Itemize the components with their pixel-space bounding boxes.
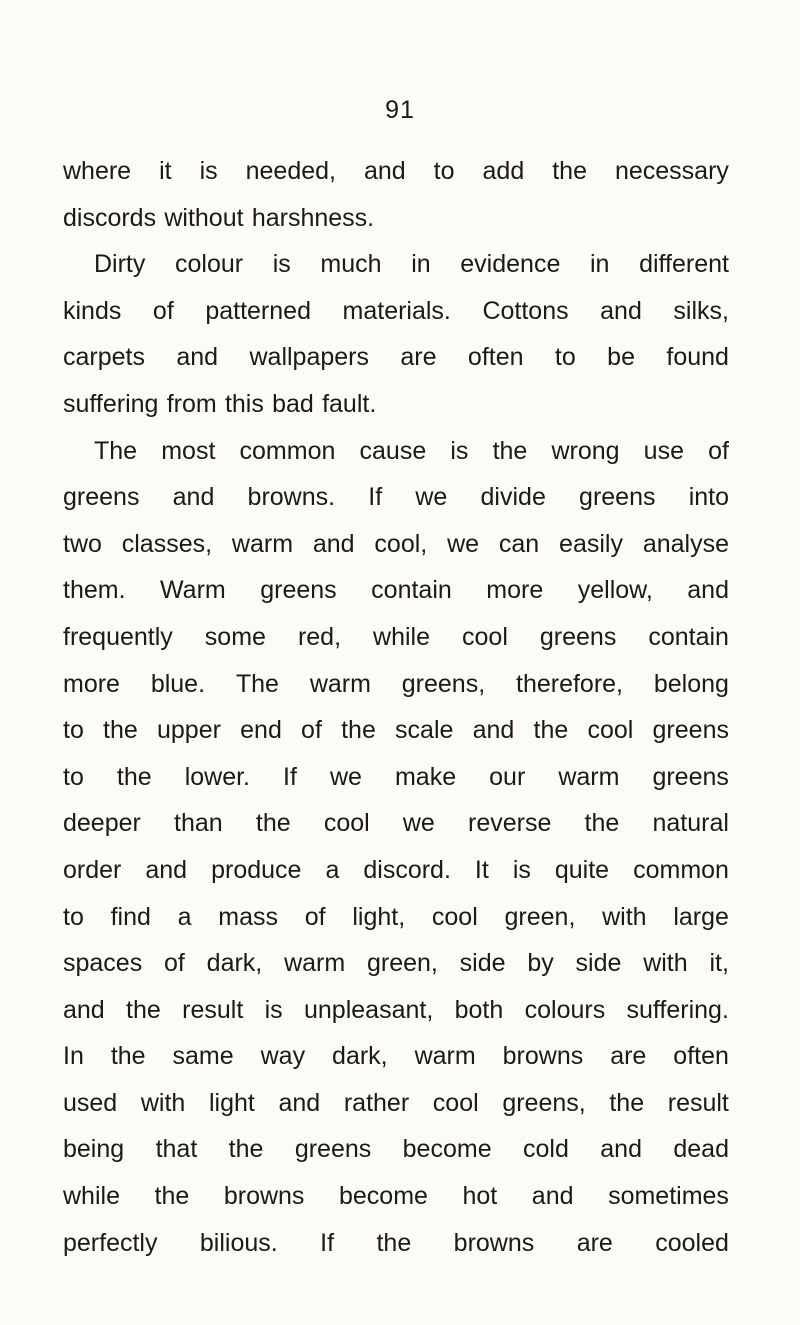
text-line: spaces of dark, warm green, side by side with it, bbox=[63, 949, 729, 978]
text-line: to find a mass of light, cool green, with large bbox=[63, 902, 729, 931]
text-line: while the browns become hot and sometimes bbox=[63, 1182, 729, 1211]
page-number: 91 bbox=[385, 96, 415, 124]
text-line: them. Warm greens contain more yellow, and bbox=[63, 576, 729, 605]
text-line: two classes, warm and cool, we can easily analyse bbox=[63, 529, 729, 558]
text-line: being that the greens become cold and dead bbox=[63, 1135, 729, 1164]
text-line: order and produce a discord. It is quite common bbox=[63, 855, 729, 884]
text-line: In the same way dark, warm browns are often bbox=[63, 1042, 729, 1071]
body-text bbox=[63, 148, 729, 1266]
text-line: to the upper end of the scale and the cool greens bbox=[63, 716, 729, 745]
text-line: where it is needed, and to add the necessary bbox=[63, 157, 729, 185]
text-line: more blue. The warm greens, therefore, belong bbox=[63, 669, 729, 698]
text-line: deeper than the cool we reverse the natural bbox=[63, 809, 729, 838]
text-line: frequently some red, while cool greens contain bbox=[63, 622, 729, 651]
text-line: and the result is unpleasant, both colours suffering. bbox=[63, 995, 729, 1024]
text-line: discords without harshness. bbox=[63, 203, 375, 232]
text-line: used with light and rather cool greens, the result bbox=[63, 1088, 729, 1117]
text-line: suffering from this bad fault. bbox=[63, 389, 377, 418]
text-line: Dirty colour is much in evidence in different bbox=[94, 250, 729, 279]
text-line: The most common cause is the wrong use of bbox=[94, 436, 729, 465]
text-line: carpets and wallpapers are often to be found bbox=[63, 343, 729, 372]
text-line: kinds of patterned materials. Cottons and silks, bbox=[63, 296, 729, 325]
text-line: perfectly bilious. If the browns are cooled bbox=[63, 1228, 729, 1257]
text-line: to the lower. If we make our warm greens bbox=[63, 762, 729, 791]
text-line: greens and browns. If we divide greens into bbox=[63, 483, 729, 512]
